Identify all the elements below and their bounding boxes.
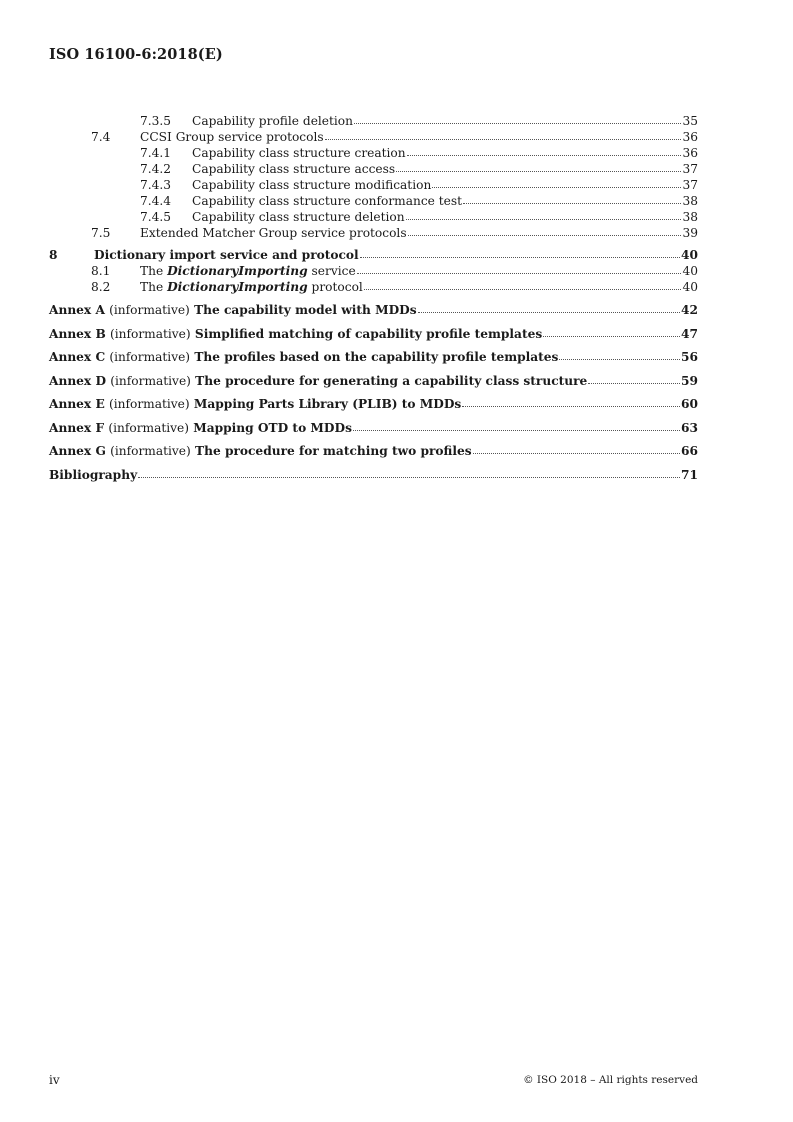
toc-entry-title [49, 370, 587, 394]
document-header: ISO 16100-6:2018(E) [49, 46, 223, 63]
annex-label: Annex F [49, 420, 105, 435]
dot-leader [473, 452, 680, 454]
toc-entry-title: Bibliography [49, 467, 138, 482]
toc-entry-title [49, 440, 472, 464]
toc-entry[interactable] [49, 145, 698, 161]
table-of-contents [49, 113, 698, 487]
toc-annex-entry[interactable] [49, 370, 698, 394]
toc-entry[interactable] [49, 225, 698, 241]
toc-entry-number: 7.5 [91, 226, 111, 240]
toc-annex-entry[interactable] [49, 393, 698, 417]
annex-kind: (informative) [110, 373, 191, 388]
toc-entry-number: 8 [49, 248, 58, 262]
dot-leader [418, 311, 680, 313]
title-prefix: The [140, 280, 168, 294]
annex-title: Mapping Parts Library (PLIB) to MDDs [193, 397, 462, 411]
toc-entry-number: 7.4.2 [140, 162, 172, 176]
toc-entry[interactable] [49, 193, 698, 209]
toc-entry-page: 40 [681, 248, 698, 262]
toc-entry-page: 47 [681, 326, 698, 341]
toc-entry-clause[interactable] [49, 247, 698, 263]
toc-entry-title: Capability profile deletion [192, 114, 353, 128]
toc-entry-title: Capability class structure conformance test [192, 194, 463, 208]
toc-entry-number: 7.4.1 [140, 146, 172, 160]
dot-leader [408, 234, 681, 236]
page-number: iv [49, 1073, 60, 1087]
toc-entry[interactable] [49, 263, 698, 279]
toc-entry-page: 40 [682, 264, 698, 278]
annex-title: Simplified matching of capability profile templates [194, 326, 543, 341]
service-name: DictionaryImporting [167, 280, 308, 294]
toc-entry-title [49, 417, 352, 441]
dot-leader [357, 272, 681, 274]
annex-kind: (informative) [110, 444, 191, 458]
toc-annex-entry[interactable] [49, 299, 698, 323]
toc-entry-title: Dictionary import service and protocol [94, 248, 359, 262]
dot-leader [325, 138, 681, 140]
annex-label: Annex G [49, 444, 106, 458]
annex-label: Annex E [49, 397, 105, 411]
toc-entry-page: 60 [681, 397, 698, 411]
dot-leader [407, 154, 681, 156]
annex-label: Annex A [49, 303, 105, 317]
toc-entry-page: 37 [682, 178, 698, 192]
toc-entry-title [49, 346, 558, 370]
toc-entry-number: 7.3.5 [140, 114, 172, 128]
toc-entry-page: 38 [682, 194, 698, 208]
toc-entry-title [49, 393, 461, 417]
dot-leader [354, 122, 681, 124]
dot-leader [353, 429, 680, 431]
toc-annex-entry[interactable] [49, 417, 698, 441]
toc-entry-page: 42 [681, 303, 698, 317]
toc-entry-page: 39 [682, 226, 698, 240]
toc-entry[interactable] [49, 177, 698, 193]
dot-leader [543, 335, 680, 337]
copyright-notice: © ISO 2018 – All rights reserved [523, 1074, 698, 1086]
dot-leader [462, 405, 680, 407]
toc-entry-number: 8.2 [91, 280, 111, 294]
toc-entry-page: 40 [682, 280, 698, 294]
title-suffix: protocol [307, 280, 363, 294]
annex-label: Annex D [49, 373, 107, 388]
toc-entry-title [49, 299, 417, 323]
toc-entry-page: 37 [682, 162, 698, 176]
annex-kind: (informative) [108, 397, 190, 411]
toc-entry-number: 8.1 [91, 264, 111, 278]
dot-leader [360, 256, 680, 258]
toc-entry-number: 7.4.3 [140, 178, 172, 192]
annex-title: The procedure for matching two profiles [195, 444, 472, 458]
annex-title: The profiles based on the capability profile templates [194, 350, 559, 364]
dot-leader [463, 202, 681, 204]
dot-leader [396, 170, 681, 172]
toc-entry-title: Capability class structure modification [192, 178, 432, 192]
toc-entry-title: Extended Matcher Group service protocols [140, 226, 407, 240]
toc-entry-title [140, 279, 363, 295]
dot-leader [406, 218, 681, 220]
toc-entry[interactable] [49, 209, 698, 225]
annex-kind: (informative) [108, 420, 189, 435]
service-name: DictionaryImporting [167, 264, 308, 278]
toc-entry-page: 36 [682, 130, 698, 144]
toc-entry-page: 38 [682, 210, 698, 224]
annex-kind: (informative) [109, 350, 191, 364]
toc-entry-title: CCSI Group service protocols [140, 130, 324, 144]
toc-entry-number: 7.4 [91, 130, 111, 144]
annex-kind: (informative) [110, 326, 191, 341]
toc-entry-page: 66 [681, 444, 698, 458]
dot-leader [559, 358, 680, 360]
toc-entry-title: Capability class structure access [192, 162, 396, 176]
toc-entry-page: 59 [681, 373, 698, 388]
dot-leader [588, 382, 680, 384]
annex-label: Annex C [49, 350, 106, 364]
title-suffix: service [307, 264, 356, 278]
toc-entry-page: 63 [681, 420, 698, 435]
toc-annex-entry[interactable] [49, 346, 698, 370]
toc-entry[interactable] [49, 279, 698, 295]
toc-entry-page: 36 [682, 146, 698, 160]
dot-leader [364, 288, 681, 290]
annex-kind: (informative) [109, 303, 190, 317]
toc-entry[interactable] [49, 113, 698, 129]
toc-entry[interactable] [49, 129, 698, 145]
toc-entry-title: Capability class structure creation [192, 146, 406, 160]
annex-title: Mapping OTD to MDDs [193, 420, 352, 435]
title-prefix: The [140, 264, 168, 278]
toc-bibliography-entry[interactable] [49, 464, 698, 488]
toc-entry-page: 35 [682, 114, 698, 128]
toc-annex-entry[interactable] [49, 323, 698, 347]
toc-entry[interactable] [49, 161, 698, 177]
annex-title: The capability model with MDDs [194, 303, 417, 317]
toc-entry-title [140, 263, 356, 279]
annex-title: The procedure for generating a capability class structure [195, 373, 588, 388]
annex-label: Annex B [49, 326, 106, 341]
toc-entry-number: 7.4.5 [140, 210, 172, 224]
dot-leader [138, 476, 680, 478]
toc-entry-page: 56 [681, 350, 698, 364]
toc-entry-title: Capability class structure deletion [192, 210, 405, 224]
toc-entry-page: 71 [681, 467, 698, 482]
toc-annex-entry[interactable] [49, 440, 698, 464]
dot-leader [432, 186, 681, 188]
toc-entry-number: 7.4.4 [140, 194, 172, 208]
toc-entry-title [49, 323, 542, 347]
